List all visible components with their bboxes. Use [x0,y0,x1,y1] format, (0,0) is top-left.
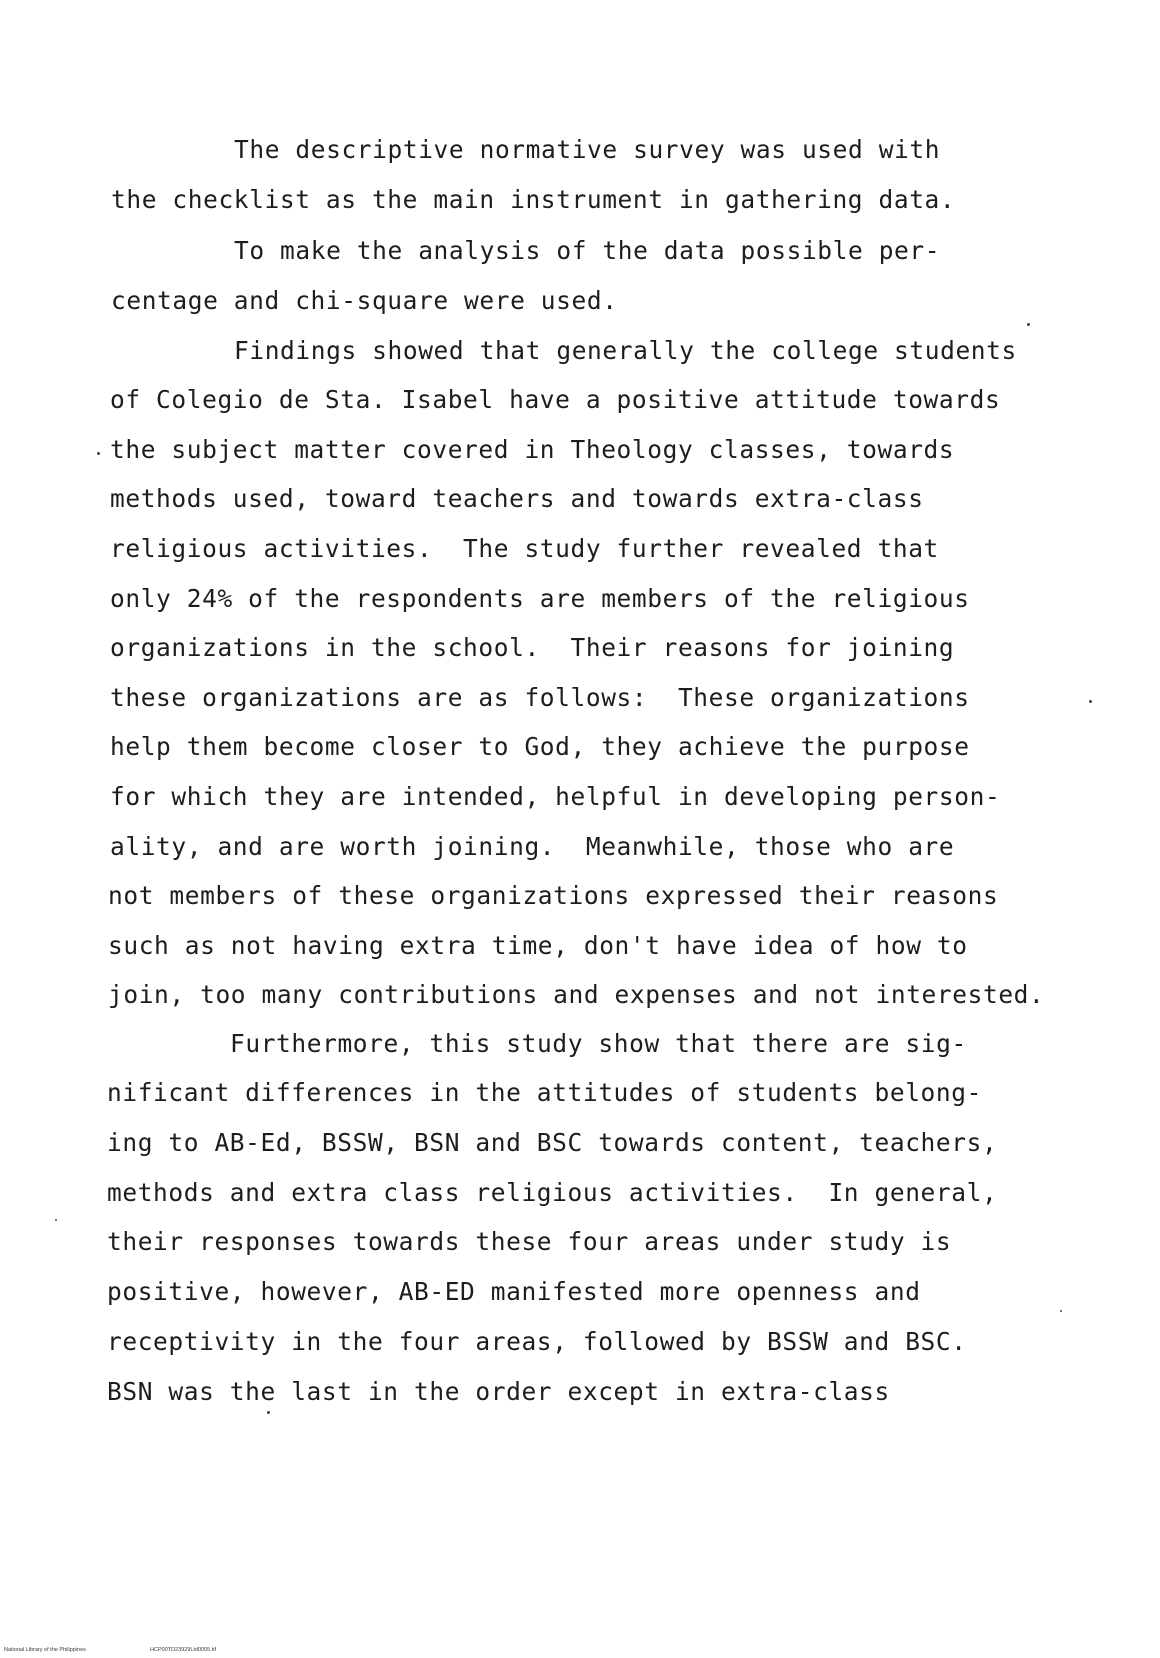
text-line: methods used, toward teachers and towards extra-class [110,484,924,513]
text-line: receptivity in the four areas, followed by BSSW and BSC. [107,1327,967,1356]
text-line: such as not having extra time, don't have idea of how to [108,931,968,960]
text-line: Findings showed that generally the college students [234,336,1017,365]
text-line: of Colegio de Sta. Isabel have a positive attitude towards [110,385,1001,414]
text-line: only 24% of the respondents are members of the religious [110,584,970,613]
text-line: for which they are intended, helpful in developing person- [110,782,1001,811]
text-line: not members of these organizations expressed their reasons [108,881,999,910]
text-line: the subject matter covered in Theology classes, towards [110,435,955,464]
text-line: The descriptive normative survey was used with [234,135,941,164]
text-line: centage and chi-square were used. [111,286,618,315]
text-line: BSN was the last in the order except in extra-class [107,1377,890,1406]
text-line: organizations in the school. Their reasons for joining [110,633,955,662]
footer-file-id: HCP00TD23929Ltd0005.tif [150,1647,217,1653]
text-line: religious activities. The study further revealed that [110,534,939,563]
scan-speck [97,452,100,455]
text-line: join, too many contributions and expenses and not interested. [108,980,1045,1009]
text-line: help them become closer to God, they achieve the purpose [110,732,970,761]
scan-speck [267,1411,270,1414]
text-line: their responses towards these four areas under study is [107,1227,952,1256]
scan-speck [1027,323,1030,326]
text-line: the checklist as the main instrument in gathering data. [111,185,956,214]
footer-library-name: National Library of the Philippines [4,1647,86,1653]
scan-speck [1060,1310,1062,1312]
text-line: methods and extra class religious activities. In general, [107,1178,998,1207]
text-line: Furthermore, this study show that there are sig- [230,1029,967,1058]
text-line: ality, and are worth joining. Meanwhile, those who are [110,832,955,861]
text-line: To make the analysis of the data possible per- [234,236,941,265]
text-line: positive, however, AB-ED manifested more openness and [107,1277,921,1306]
text-line: these organizations are as follows: These organizations [110,683,970,712]
scan-speck [55,1219,57,1221]
text-line: nificant differences in the attitudes of students belong- [107,1078,982,1107]
text-line: ing to AB-Ed, BSSW, BSN and BSC towards content, teachers, [107,1128,998,1157]
scan-speck [1089,700,1092,703]
